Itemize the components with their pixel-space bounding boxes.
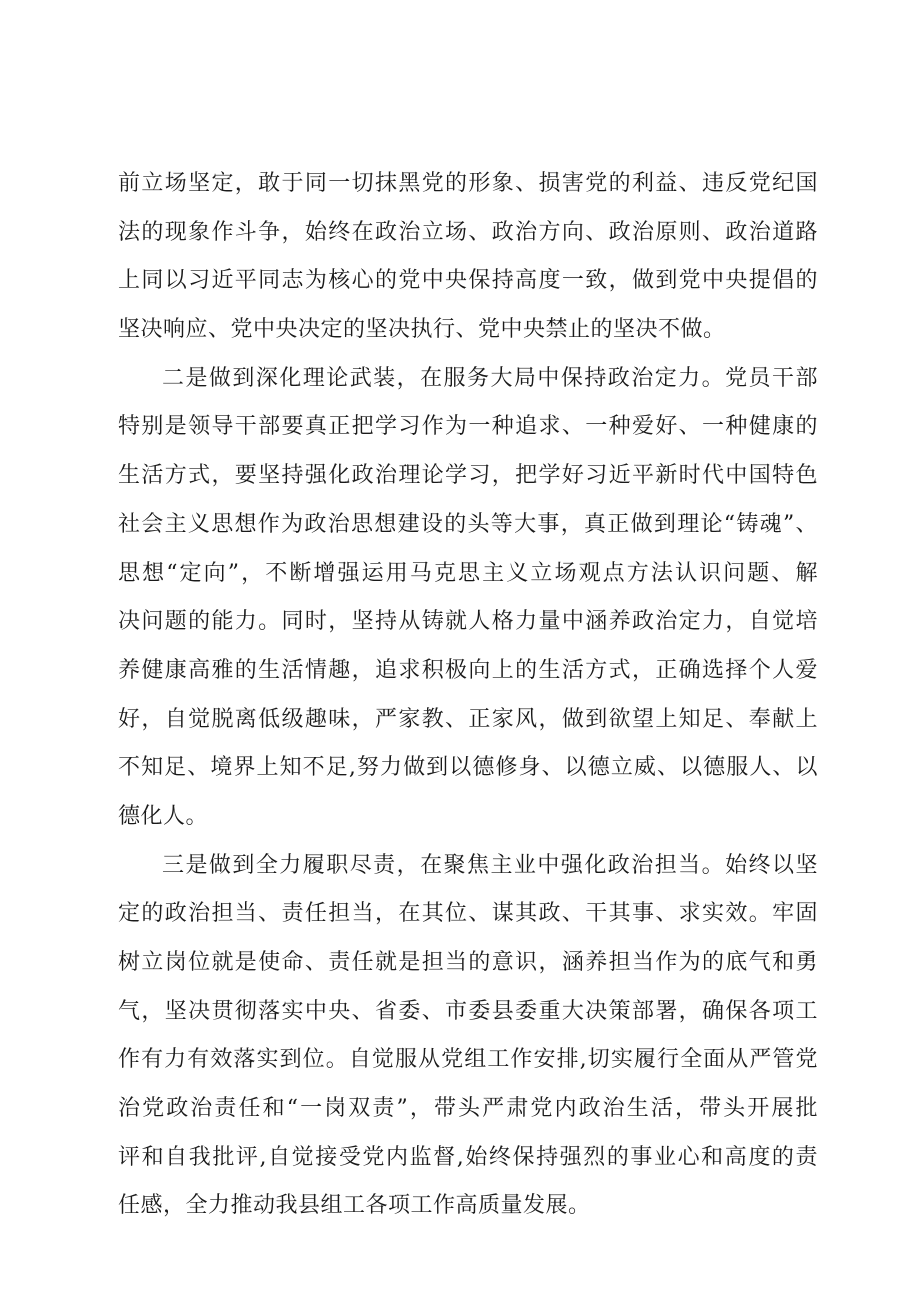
text-line: 前立场坚定，敢于同一切抹黑党的形象、损害党的利益、违反党纪国 xyxy=(118,171,818,196)
text-line: 生活方式，要坚持强化政治理论学习，把学好习近平新时代中国特色 xyxy=(118,463,818,489)
text-line: 定的政治担当、责任担当，在其位、谋其政、干其事、求实效。牢固 xyxy=(118,901,818,927)
text-line: 养健康高雅的生活情趣，追求积极向上的生活方式，正确选择个人爱 xyxy=(118,657,818,683)
text-line: 气，坚决贯彻落实中央、省委、市委县委重大决策部署，确保各项工 xyxy=(118,998,818,1024)
text-line: 评和自我批评,自觉接受党内监督,始终保持强烈的事业心和高度的责 xyxy=(118,1144,818,1170)
text-line: 三是做到全力履职尽责，在聚焦主业中强化政治担当。始终以坚 xyxy=(162,852,818,878)
text-line: 任感，全力推动我县组工各项工作高质量发展。 xyxy=(118,1193,591,1219)
text-line: 不知足、境界上知不足,努力做到以德修身、以德立威、以德服人、以 xyxy=(118,755,818,781)
paragraph-3 xyxy=(118,842,818,1232)
text-line: 树立岗位就是使命、责任就是担当的意识，涵养担当作为的底气和勇 xyxy=(118,950,818,975)
document-body xyxy=(118,160,818,1231)
text-line: 社会主义思想作为政治思想建设的头等大事，真正做到理论“铸魂”、 xyxy=(118,511,818,537)
paragraph-1 xyxy=(118,160,818,355)
text-line: 治党政治责任和“一岗双责”，带头严肃党内政治生活，带头开展批 xyxy=(118,1096,818,1122)
text-line: 二是做到深化理论武装，在服务大局中保持政治定力。党员干部 xyxy=(162,365,818,391)
text-line: 法的现象作斗争，始终在政治立场、政治方向、政治原则、政治道路 xyxy=(118,219,818,245)
text-line: 坚决响应、党中央决定的坚决执行、党中央禁止的坚决不做。 xyxy=(118,317,726,343)
text-line: 好，自觉脱离低级趣味，严家教、正家风，做到欲望上知足、奉献上 xyxy=(118,706,818,732)
text-line: 上同以习近平同志为核心的党中央保持高度一致，做到党中央提倡的 xyxy=(118,268,818,294)
text-line: 作有力有效落实到位。自觉服从党组工作安排,切实履行全面从严管党 xyxy=(118,1047,818,1073)
text-line: 思想“定向”，不断增强运用马克思主义立场观点方法认识问题、解 xyxy=(118,560,818,586)
text-line: 决问题的能力。同时，坚持从铸就人格力量中涵养政治定力，自觉培 xyxy=(118,609,818,635)
text-line: 特别是领导干部要真正把学习作为一种追求、一种爱好、一种健康的 xyxy=(118,414,818,440)
paragraph-2 xyxy=(118,355,818,842)
text-line: 德化人。 xyxy=(118,803,209,829)
